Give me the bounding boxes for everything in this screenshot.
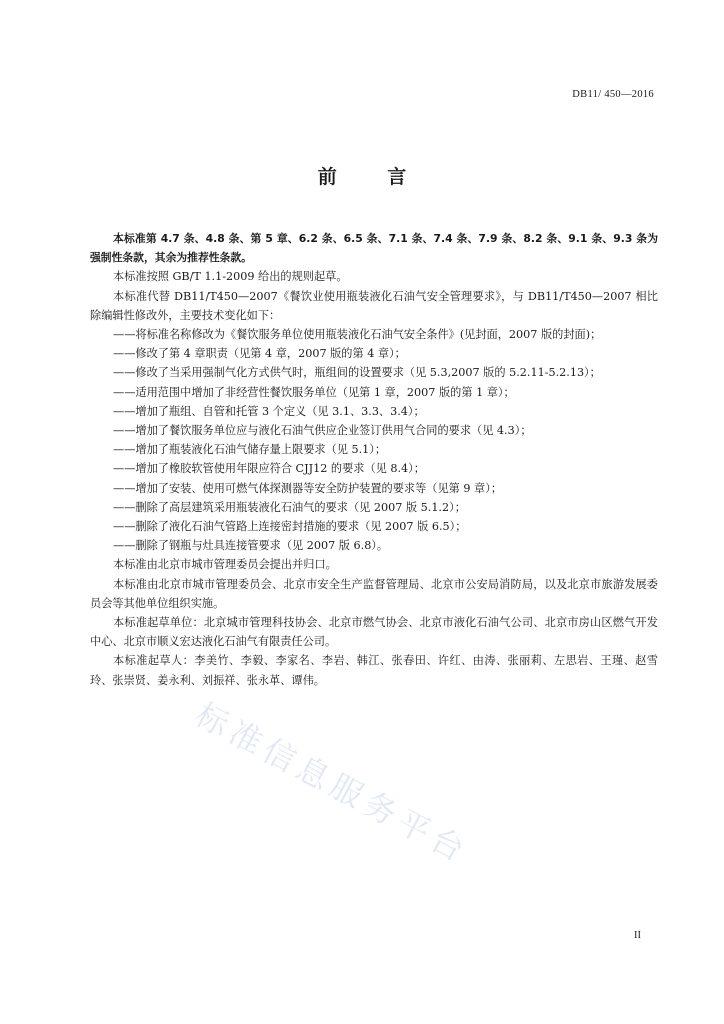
drafting-rules-paragraph: 本标准按照 GB/T 1.1-2009 给出的规则起草。 <box>113 270 348 284</box>
change-item: ——修改了第 4 章职责（见第 4 章，2007 版的第 4 章）； <box>113 347 406 361</box>
document-body <box>90 229 658 690</box>
change-item: ——删除了高层建筑采用瓶装液化石油气的要求（见 2007 版 5.1.2）； <box>113 500 466 514</box>
watermark: 标准信息服务平台 <box>189 695 476 872</box>
change-item: ——增加了餐饮服务单位应与液化石油气供应企业签订供用气合同的要求（见 4.3）； <box>113 424 532 438</box>
page-number: II <box>634 930 641 941</box>
change-item: ——修改了当采用强制气化方式供气时，瓶组间的设置要求（见 5.3,2007 版的 5.2.11-5.2.13）； <box>113 366 601 380</box>
page-title: 前 言 <box>317 166 429 188</box>
change-item: ——删除了钢瓶与灶具连接管要求（见 2007 版 6.8）。 <box>113 539 389 553</box>
implementer-paragraph: 本标准由北京市城市管理委员会、北京市安全生产监督管理局、北京市公安局消防局，以及北京市旅游发展委员会等其他单位组织实施。 <box>90 577 658 610</box>
proposer-paragraph: 本标准由北京市城市管理委员会提出并归口。 <box>113 558 337 572</box>
change-item: ——增加了瓶装液化石油气储存量上限要求（见 5.1）； <box>113 443 387 457</box>
standard-code: DB11/ 450—2016 <box>572 89 654 100</box>
drafters-paragraph: 本标准起草人：李美竹、李毅、李家名、李岩、韩江、张春田、许红、由涛、张丽莉、左思岩、王瑾、赵雪玲、张崇贤、姜永利、刘振祥、张永革、谭伟。 <box>90 654 658 687</box>
change-item: ——增加了安装、使用可燃气体探测器等安全防护装置的要求等（见第 9 章）； <box>113 481 503 495</box>
mandatory-clauses-paragraph: 本标准第 4.7 条、4.8 条、第 5 章、6.2 条、6.5 条、7.1 条、7.4 条、7.9 条、8.2 条、9.1 条、9.3 条为强制性条款，其余为推荐性条款。 <box>90 232 658 265</box>
drafting-units-paragraph: 本标准起草单位：北京城市管理科技协会、北京市燃气协会、北京市液化石油气公司、北京市房山区燃气开发中心、北京市顺义宏达液化石油气有限责任公司。 <box>90 616 658 649</box>
change-item: ——增加了橡胶软管使用年限应符合 CJJ12 的要求（见 8.4）； <box>113 462 425 476</box>
replacement-paragraph: 本标准代替 DB11/T450—2007《餐饮业使用瓶装液化石油气安全管理要求》，与 DB11/T450—2007 相比除编辑性修改外，主要技术变化如下： <box>90 289 658 322</box>
change-item: ——适用范围中增加了非经营性餐饮服务单位（见第 1 章，2007 版的第 1 章）； <box>113 385 515 399</box>
change-item: ——增加了瓶组、自管和托管 3 个定义（见 3.1、3.3、3.4）； <box>113 404 425 418</box>
change-item: ——删除了液化石油气管路上连接密封措施的要求（见 2007 版 6.5）； <box>113 520 467 534</box>
change-item: ——将标准名称修改为《餐饮服务单位使用瓶装液化石油气安全条件》(见封面，2007 版的封面)； <box>113 328 602 342</box>
